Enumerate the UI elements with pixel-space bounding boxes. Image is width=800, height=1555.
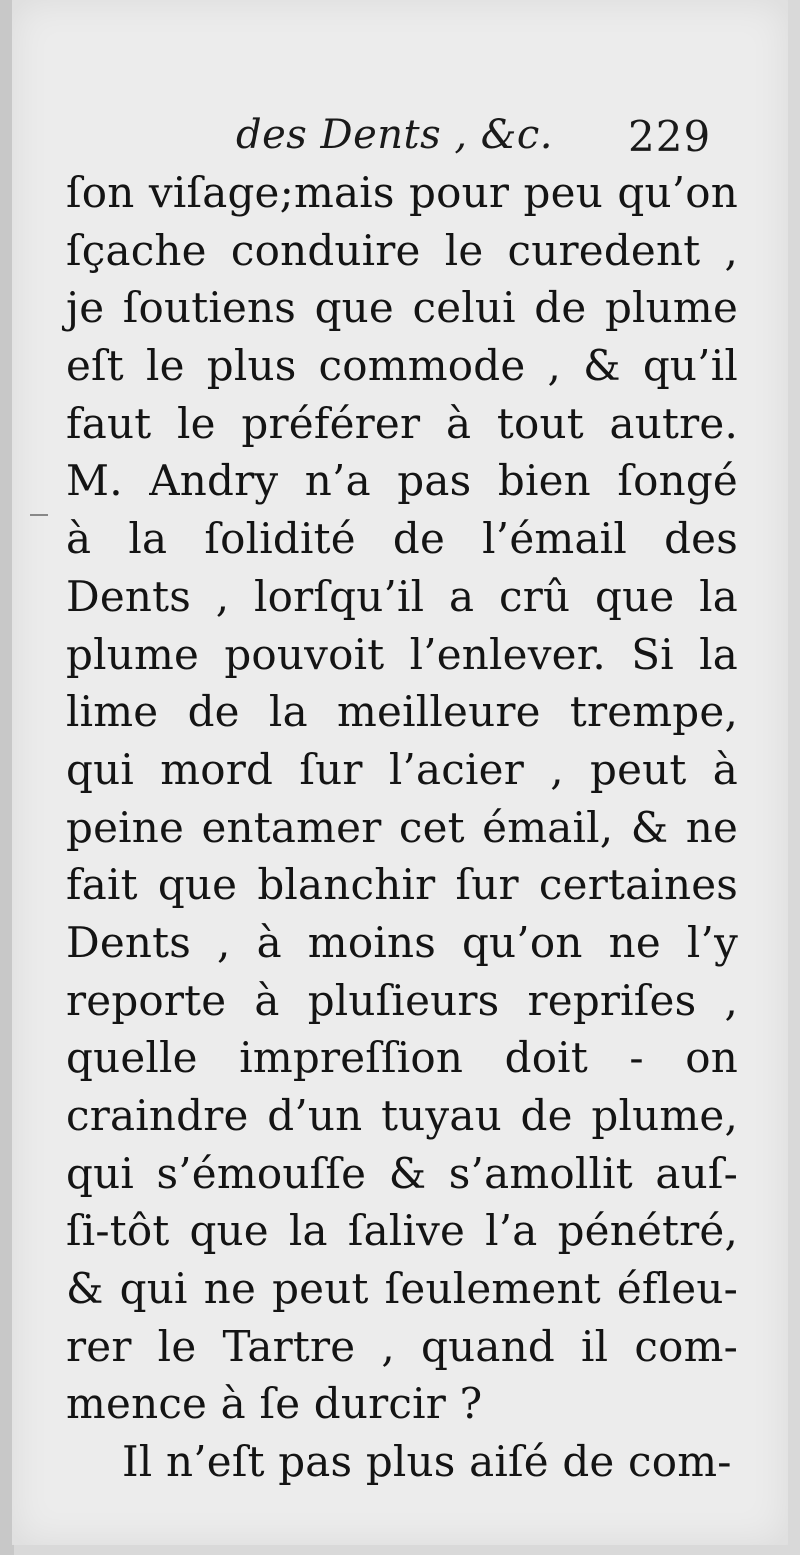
- text-line: reporte à pluſieurs repriſes ,: [66, 975, 738, 1025]
- text-line: Dents , à moins qu’on ne l’y: [66, 917, 738, 967]
- text-line-paragraph-end: mence à ſe durcir ?: [66, 1379, 483, 1429]
- page-number: 229: [628, 112, 712, 161]
- text-line: eſt le plus commode , & qu’il: [66, 341, 738, 391]
- running-head: des Dents , &c.: [236, 112, 553, 158]
- text-line: craindre d’un tuyau de plume,: [66, 1091, 738, 1140]
- text-line: quelle impreſſion doit - on: [66, 1033, 738, 1083]
- text-line: qui mord ſur l’acier , peut à: [66, 744, 738, 794]
- text-line: plume pouvoit l’enlever. Si la: [66, 629, 738, 679]
- text-line: & qui ne peut ſeulement éfleu-: [66, 1264, 738, 1314]
- text-line: Dents , lorſqu’il a crû que la: [66, 571, 738, 621]
- text-line: peine entamer cet émail, & ne: [66, 802, 738, 852]
- body-text: [66, 164, 738, 1491]
- text-line: faut le préférer à tout autre.: [66, 398, 738, 448]
- margin-mark: [30, 514, 48, 516]
- text-line: ſi-tôt que la ſalive l’a pénétré,: [66, 1206, 738, 1256]
- next-paragraph-line: Il n’eſt pas plus aiſé de com-: [122, 1437, 732, 1487]
- text-line: je ſoutiens que celui de plume: [66, 283, 738, 333]
- text-line: M. Andry n’a pas bien ſongé: [66, 456, 738, 506]
- text-line: à la ſolidité de l’émail des: [66, 514, 738, 564]
- page-header: [0, 112, 800, 168]
- text-line: ſon viſage;mais pour peu qu’on: [66, 168, 738, 217]
- text-line: qui s’émouſſe & s’amollit auſ-: [66, 1148, 738, 1198]
- text-line: fait que blanchir ſur certaines: [66, 860, 738, 910]
- text-line: rer le Tartre , quand il com-: [66, 1321, 738, 1371]
- text-line: ſçache conduire le curedent ,: [66, 225, 738, 275]
- text-line: lime de la meilleure trempe,: [66, 687, 738, 737]
